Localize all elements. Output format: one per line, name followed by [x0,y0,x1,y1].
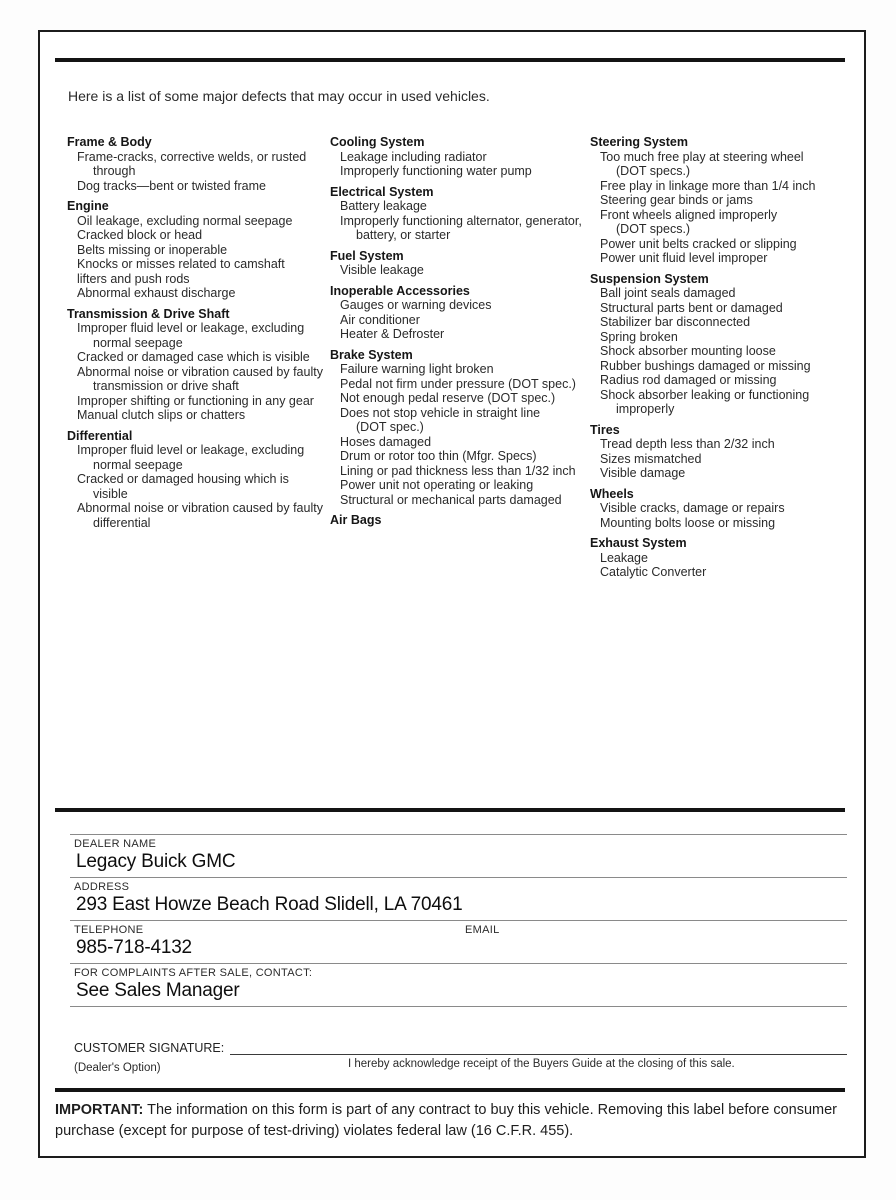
defect-item: Frame-cracks, corrective welds, or rusted [77,149,307,164]
dealers-option-note: (Dealer's Option) [74,1062,161,1074]
signature-note-row [70,1058,847,1074]
middle-divider-rule [55,808,845,812]
defect-item: Too much free play at steering wheel [600,149,804,164]
defect-item: Structural or mechanical parts damaged [340,492,562,507]
defect-item: Heater & Defroster [340,327,445,341]
defect-item: Cracked or damaged case which is visible [77,350,310,364]
defect-item: Air conditioner [340,312,420,327]
complaints-value: See Sales Manager [76,980,240,1001]
defect-item: lifters and push rods [77,271,190,286]
defect-item: Improper fluid level or leakage, excluding [77,321,305,335]
defect-item: normal seepage [93,457,183,472]
dealer-name-field [70,834,847,877]
defect-item: Pedal not firm under pressure (DOT spec.) [340,376,576,391]
defect-item: Shock absorber mounting loose [600,344,776,358]
defect-item: Tread depth less than 2/32 inch [600,437,775,451]
complaints-field [70,963,847,1006]
defect-item: Failure warning light broken [340,362,494,376]
dealer-name-value: Legacy Buick GMC [76,851,236,872]
defect-item: Visible leakage [340,263,424,277]
defect-item: battery, or starter [356,228,451,242]
defect-item: Leakage [600,550,648,565]
defect-section-heading: Cooling System [330,135,425,149]
defect-item: (DOT specs.) [616,222,691,236]
defect-item: Abnormal noise or vibration caused by faulty [77,501,323,515]
complaints-label: FOR COMPLAINTS AFTER SALE, CONTACT: [74,967,313,979]
defect-item: Shock absorber leaking or functioning [600,387,810,402]
important-text: The information on this form is part of any contract to buy this vehicle. Removing this label before consumer purchase (except for purpose of test-driving) violates federal law (16 C.F.R. 455). [55,1102,838,1139]
defect-item: Power unit not operating or leaking [340,478,534,492]
defect-item: Hoses damaged [340,434,432,449]
defect-item: visible [93,486,128,501]
defect-item: normal seepage [93,335,183,350]
defect-item: differential [93,515,151,530]
defect-item: Does not stop vehicle in straight line [340,405,541,420]
defects-column-1 [67,129,330,580]
defect-item: Visible cracks, damage or repairs [600,501,785,515]
defect-item: Free play in linkage more than 1/4 inch [600,178,816,193]
dealer-name-label: DEALER NAME [74,838,157,850]
defect-section-heading: Air Bags [330,513,382,527]
defect-section-heading: Suspension System [590,271,709,286]
defect-item: (DOT specs.) [616,164,691,178]
address-field [70,877,847,920]
defect-item: Oil leakage, excluding normal seepage [77,213,293,228]
buyers-guide-back-page [38,30,866,1158]
defect-section-heading: Brake System [330,347,413,362]
defect-item: Ball joint seals damaged [600,286,736,300]
acknowledgment-text: I hereby acknowledge receipt of the Buyers Guide at the closing of this sale. [348,1058,735,1070]
defect-item: Spring broken [600,329,678,344]
defect-section-heading: Engine [67,199,109,213]
defect-section-heading: Frame & Body [67,135,152,149]
defect-section-heading: Differential [67,428,133,443]
defect-item: Front wheels aligned improperly [600,207,778,222]
defect-item: Dog tracks—bent or twisted frame [77,178,266,193]
defects-columns [67,129,849,580]
defect-section-heading: Inoperable Accessories [330,283,470,298]
defect-item: Knocks or misses related to camshaft [77,257,285,271]
defect-item: Cracked block or head [77,228,203,242]
defect-item: Radius rod damaged or missing [600,373,777,387]
defects-column-3 [590,129,849,580]
defect-item: Rubber bushings damaged or missing [600,358,811,373]
customer-signature-row [70,1041,847,1055]
defect-item: Drum or rotor too thin (Mfgr. Specs) [340,449,537,463]
defect-section-heading: Fuel System [330,248,404,263]
defect-item: Sizes mismatched [600,451,702,466]
customer-signature-label: CUSTOMER SIGNATURE: [74,1041,225,1055]
defects-intro-text: Here is a list of some major defects that may occur in used vehicles. [68,88,490,104]
address-value: 293 East Howze Beach Road Slidell, LA 70461 [76,894,463,915]
defect-item: transmission or drive shaft [93,379,239,393]
defect-item: Belts missing or inoperable [77,242,228,257]
defect-item: Cracked or damaged housing which is [77,472,289,486]
defect-item: Abnormal exhaust discharge [77,286,236,300]
defect-item: Battery leakage [340,199,427,213]
defect-item: Visible damage [600,466,686,480]
telephone-value: 985-718-4132 [76,937,192,958]
defect-section-heading: Wheels [590,486,634,501]
defects-column-2 [330,129,590,580]
defect-section-heading: Exhaust System [590,536,687,550]
defect-item: Mounting bolts loose or missing [600,515,776,530]
defect-item: Improper shifting or functioning in any gear [77,393,314,408]
dealer-info-form [70,834,847,1074]
defect-item: Catalytic Converter [600,565,707,579]
defect-section-heading: Steering System [590,135,688,149]
defect-item: (DOT spec.) [356,420,424,434]
telephone-email-field [70,920,847,963]
complaints-underline [70,1006,847,1007]
telephone-label: TELEPHONE [74,924,144,936]
top-divider-rule [55,58,845,62]
important-notice [55,1100,847,1142]
defect-item: Leakage including radiator [340,149,487,164]
defect-section-heading: Tires [590,422,620,437]
important-label: IMPORTANT: [55,1102,144,1118]
email-label: EMAIL [465,924,500,936]
bottom-divider-rule [55,1088,845,1092]
defect-item: Abnormal noise or vibration caused by faulty [77,364,323,379]
defect-item: Steering gear binds or jams [600,193,753,207]
defect-item: Gauges or warning devices [340,298,492,312]
defect-item: Power unit fluid level improper [600,251,768,265]
customer-signature-line [230,1041,847,1055]
defect-item: Power unit belts cracked or slipping [600,236,797,251]
defect-item: Improper fluid level or leakage, excluding [77,443,305,457]
defect-item: Lining or pad thickness less than 1/32 inch [340,463,576,478]
defect-item: Not enough pedal reserve (DOT spec.) [340,391,556,405]
defect-item: Manual clutch slips or chatters [77,408,246,422]
defect-section-heading: Transmission & Drive Shaft [67,306,230,321]
defect-item: improperly [616,402,675,416]
defect-item: Stabilizer bar disconnected [600,315,751,329]
defect-section-heading: Electrical System [330,184,434,199]
defect-item: Improperly functioning alternator, generator, [340,213,582,228]
defect-item: Improperly functioning water pump [340,164,532,178]
address-label: ADDRESS [74,881,130,893]
defect-item: Structural parts bent or damaged [600,300,783,315]
defect-item: through [93,164,136,178]
